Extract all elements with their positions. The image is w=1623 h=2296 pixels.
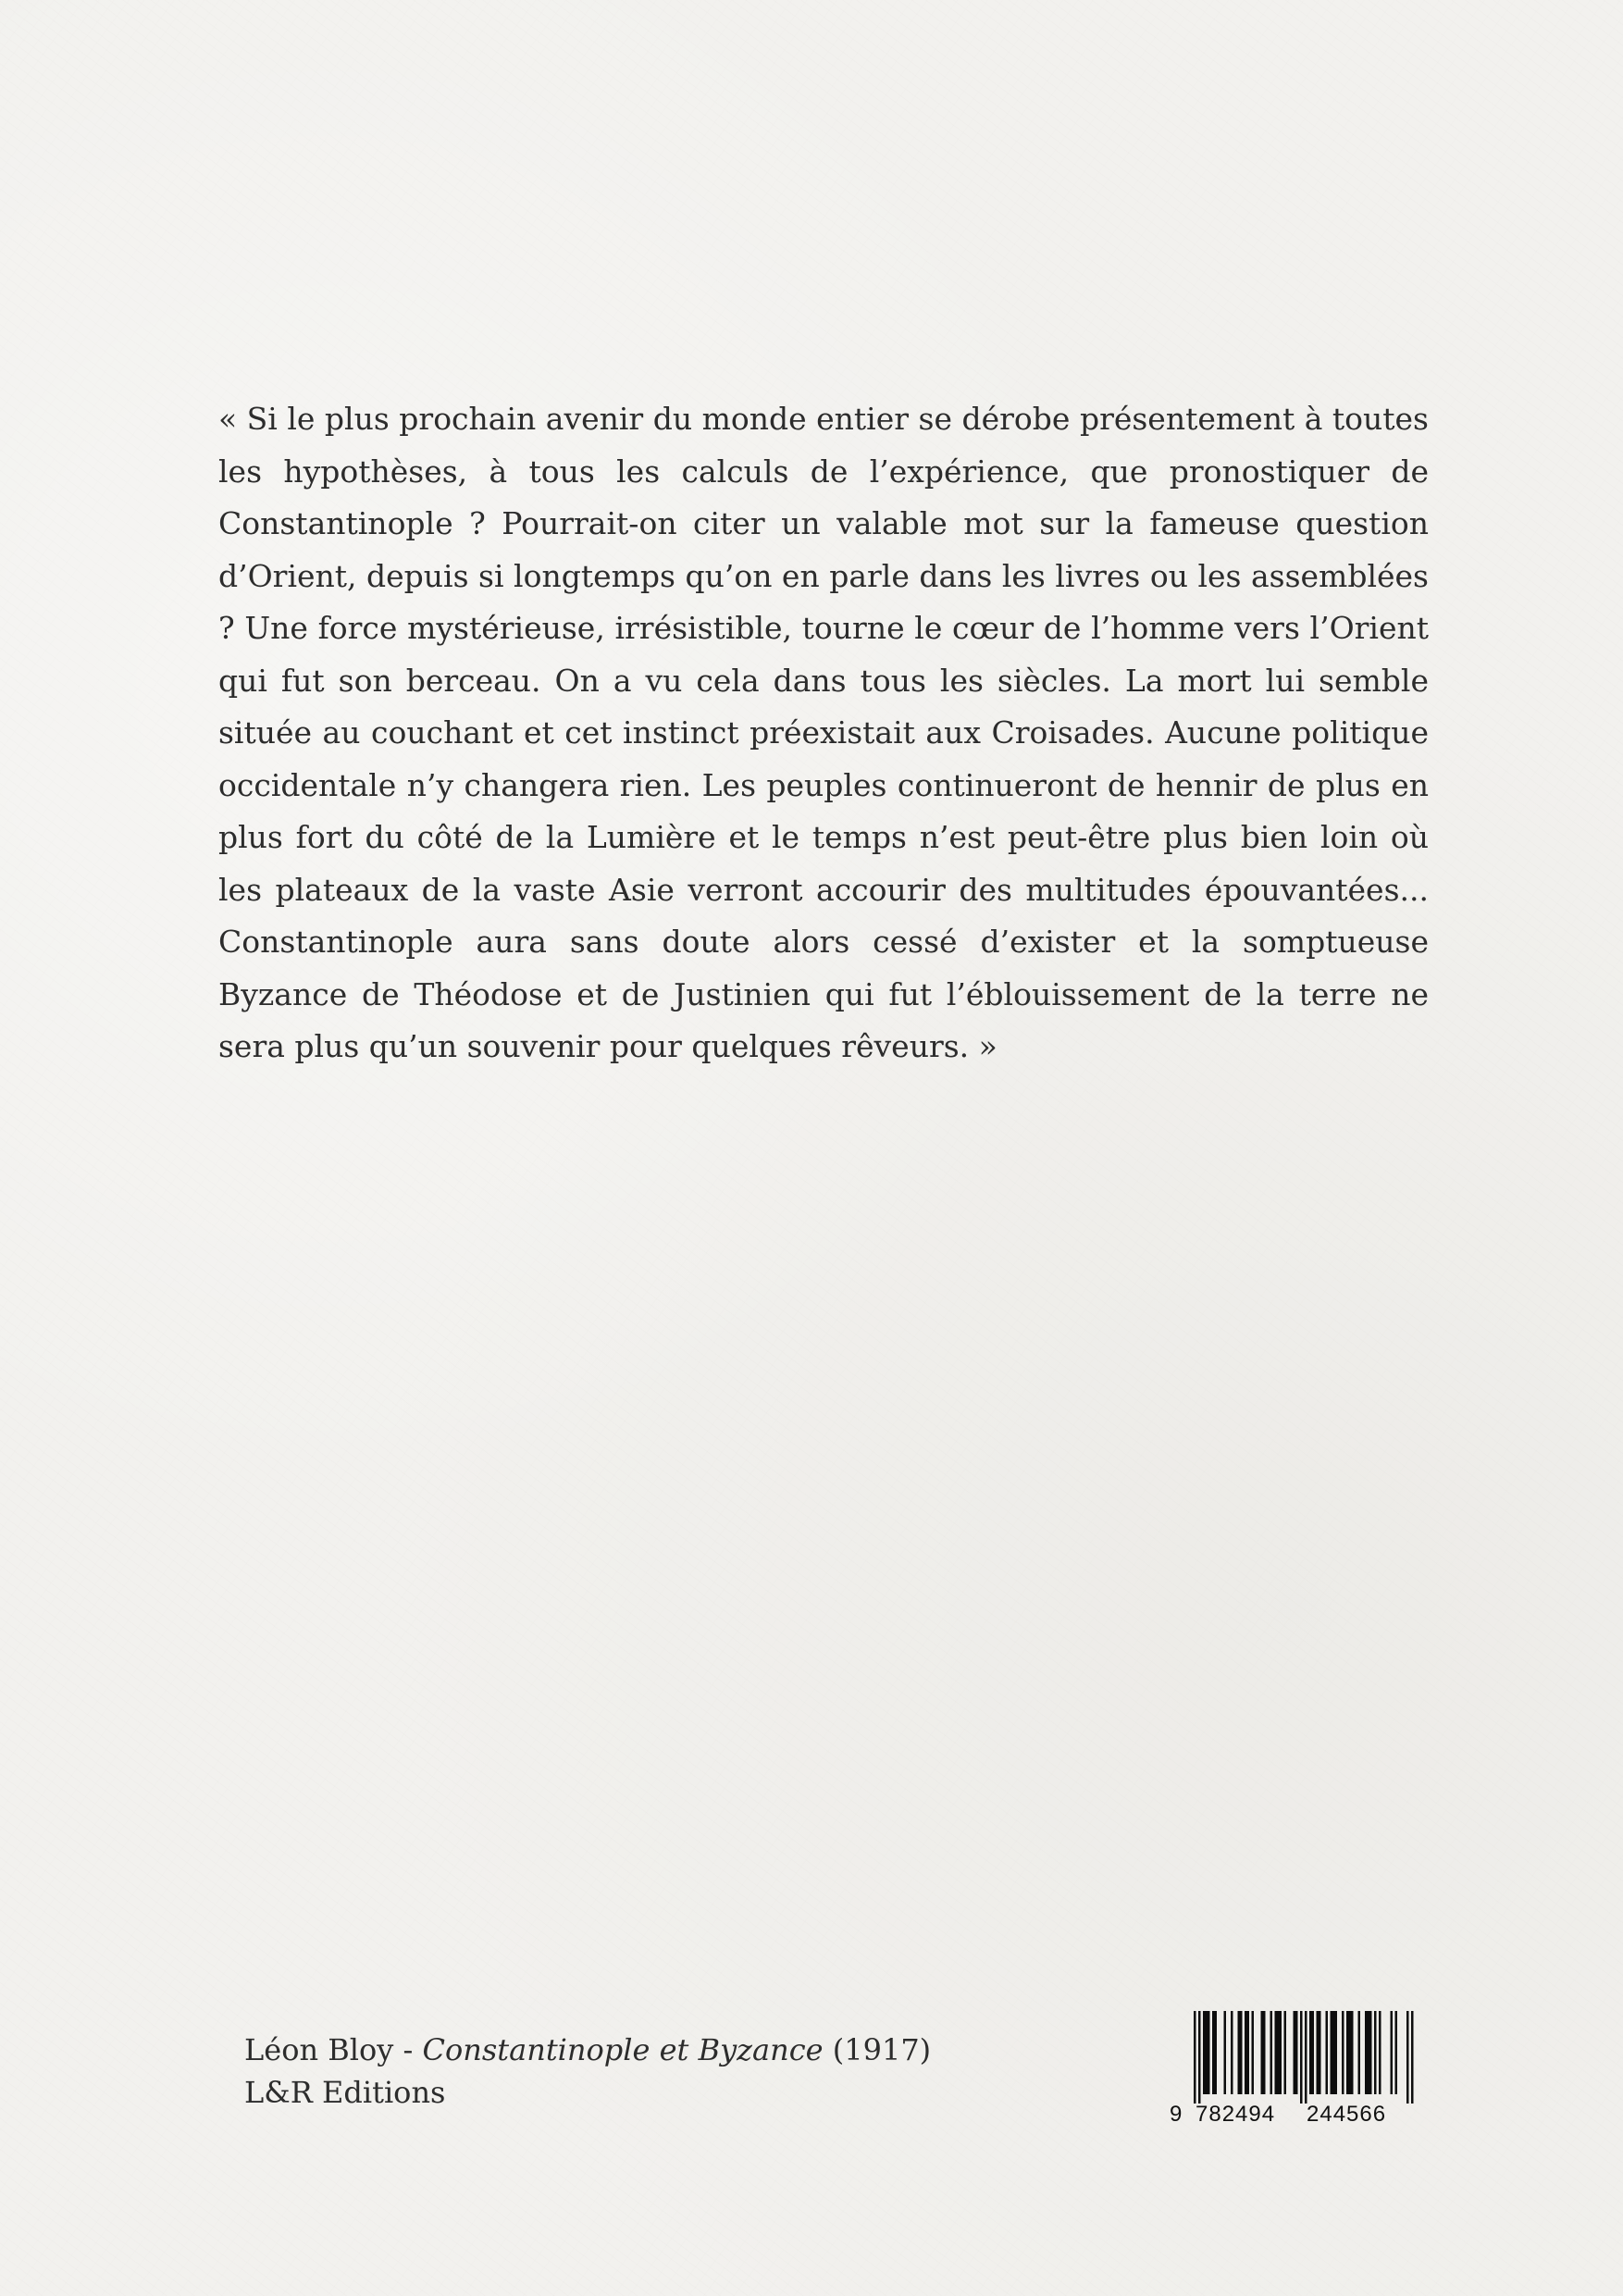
barcode-guard-bar [1305, 2011, 1307, 2104]
barcode-bar [1369, 2011, 1372, 2094]
barcode-bar [1294, 2011, 1296, 2094]
barcode-right-digits: 244566 [1307, 2102, 1387, 2127]
barcode-bar [1317, 2011, 1319, 2094]
barcode-bar [1231, 2011, 1233, 2094]
barcode-guard-bar [1198, 2011, 1201, 2104]
barcode-bar [1206, 2011, 1208, 2094]
isbn-barcode [1168, 2011, 1418, 2131]
barcode-bar [1240, 2011, 1243, 2094]
barcode-lead-digit: 9 [1170, 2102, 1183, 2127]
barcode-bar [1270, 2011, 1273, 2094]
barcode-bar [1349, 2011, 1352, 2094]
barcode-bar [1395, 2011, 1398, 2094]
publisher-name: L&R Editions [244, 2075, 446, 2110]
barcode-bar [1365, 2011, 1368, 2094]
barcode-bar [1295, 2011, 1298, 2094]
barcode-bar [1319, 2011, 1321, 2094]
barcode-bar [1245, 2011, 1247, 2094]
barcode-bar [1280, 2011, 1282, 2094]
barcode-bar [1212, 2011, 1215, 2094]
barcode-bar [1277, 2011, 1280, 2094]
barcode-bar [1284, 2011, 1287, 2094]
barcode-bar [1252, 2011, 1255, 2094]
barcode-guard-bar [1406, 2011, 1409, 2104]
barcode-bar [1326, 2011, 1329, 2094]
barcode-bar [1263, 2011, 1266, 2094]
barcode-bar [1379, 2011, 1381, 2094]
citation-line [244, 2029, 931, 2071]
barcode-left-digits: 782494 [1196, 2102, 1276, 2127]
barcode-bar [1374, 2011, 1377, 2094]
barcode-bar [1208, 2011, 1210, 2094]
barcode-bar [1346, 2011, 1349, 2094]
barcode-bar [1368, 2011, 1370, 2094]
barcode-bar [1391, 2011, 1394, 2094]
barcode-bar [1261, 2011, 1264, 2094]
barcode-bar [1312, 2011, 1315, 2094]
book-title: Constantinople et Byzance [422, 2032, 824, 2067]
barcode-bar [1224, 2011, 1227, 2094]
barcode-bar [1309, 2011, 1312, 2094]
barcode-guard-bar [1194, 2011, 1196, 2104]
barcode-bar [1358, 2011, 1361, 2094]
author-name: Léon Bloy [244, 2032, 394, 2067]
barcode-bar [1332, 2011, 1335, 2094]
citation-separator: - [393, 2032, 423, 2067]
back-cover-quote: « Si le plus prochain avenir du monde entier se dérobe présentement à toutes les hypothèses, à tous les calculs de l’expérience, que pronostiquer de Constantinople ? Pourrait-on citer un valable mot sur la fameuse question d’Orient, depuis si longtemps qu’on en parle dans les livres ou les assemblées ? Une force mystérieuse, irrésistible, tourne le cœur de l’homme vers l’Orient qui fut son berceau. On a vu cela dans tous les siècles. La mort lui semble située au couchant et cet instinct préexistait aux Croisades. Aucune politique occidentale n’y changera rien. Les peuples continueront de hennir de plus en plus fort du côté de la Lumière et le temps n’est peut-être plus bien loin où les plateaux de la vaste Asie verront accourir des multitudes épouvantées... Constantinople aura sans doute alors cessé d’exister et la somptueuse Byzance de Théodose et de Justinien qui fut l’éblouissement de la terre ne sera plus qu’un souvenir pour quelques rêveurs. » [218, 401, 1429, 1064]
barcode-bar [1275, 2011, 1278, 2094]
barcode-guard-bar [1300, 2011, 1303, 2104]
publication-year: (1917) [823, 2032, 932, 2067]
barcode-bar [1247, 2011, 1250, 2094]
barcode-bars [1168, 2011, 1418, 2104]
barcode-guard-bar [1411, 2011, 1414, 2104]
barcode-bar [1238, 2011, 1241, 2094]
barcode-bar [1342, 2011, 1344, 2094]
barcode-bar [1351, 2011, 1354, 2094]
barcode-bar [1331, 2011, 1333, 2094]
barcode-bar [1215, 2011, 1218, 2094]
credits-block [244, 2029, 931, 2114]
barcode-bar [1335, 2011, 1338, 2094]
barcode-bar [1203, 2011, 1206, 2094]
